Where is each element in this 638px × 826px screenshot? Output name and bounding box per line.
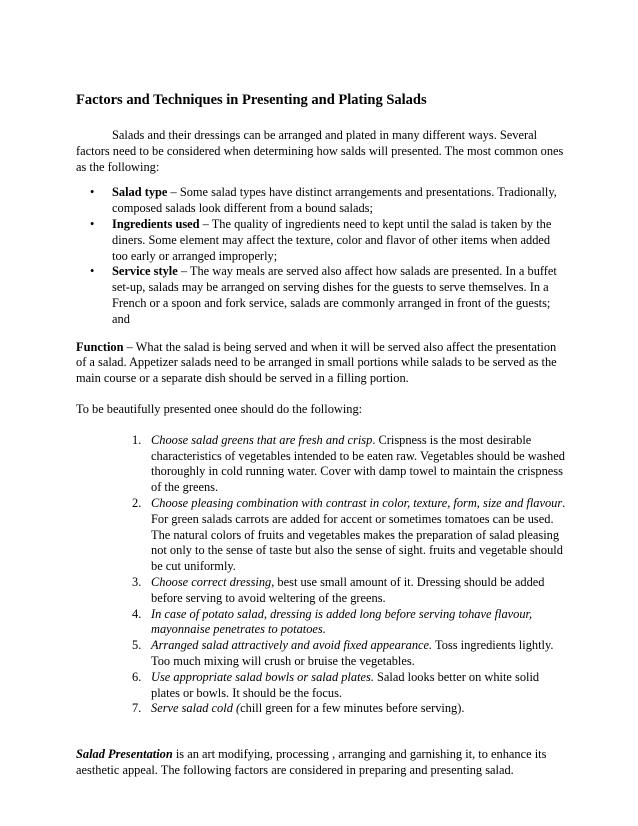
step-text: chill green for a few minutes before serving). xyxy=(240,701,465,716)
lead-paragraph: To be beautifully presented onee should do the following: xyxy=(76,401,363,416)
step-number: 5. xyxy=(132,638,142,653)
steps-list xyxy=(76,433,566,717)
step-emphasis: Serve salad cold ( xyxy=(151,701,241,716)
factors-list xyxy=(76,185,566,327)
step-text: . Crispness is the most desirable characteristics of vegetables intended to be eaten raw. Vegetables should be washed thoroughly in cold running water. Cover with damp towel to maintain the crispness of the greens. xyxy=(151,432,565,495)
list-item xyxy=(132,638,566,670)
list-item xyxy=(132,606,566,639)
function-paragraph xyxy=(76,340,566,387)
step-number: 2. xyxy=(132,495,142,510)
list-item xyxy=(112,264,566,327)
list-item xyxy=(132,669,566,702)
step-emphasis: Choose salad greens that are fresh and crisp xyxy=(151,432,373,447)
bullet-term: Ingredients used xyxy=(112,216,200,231)
step-text: Salad looks better on white solid plates or bowls. It should be the focus. xyxy=(151,669,540,700)
step-emphasis: Choose pleasing combination with contrast in color, texture, form, size and flavour xyxy=(151,495,563,510)
function-text: – What the salad is being served and when it will be served also affect the presentation of a salad. Appetizer salads need to be arranged in small portions while salads to be served as the main course or a separate dish should be served in a filling portion. xyxy=(76,339,557,386)
list-item xyxy=(112,185,566,217)
step-text: , best use small amount of it. Dressing should be added before serving to avoid weltering of the greens. xyxy=(151,574,545,605)
closing-term: Salad Presentation xyxy=(76,747,173,762)
step-text: Toss ingredients lightly. Too much mixing will crush or bruise the vegetables. xyxy=(151,638,554,668)
step-emphasis: Arranged salad attractively and avoid fixed appearance. xyxy=(151,638,433,653)
step-number: 7. xyxy=(132,701,142,716)
bullet-term: Salad type xyxy=(112,185,168,200)
intro-paragraph: Salads and their dressings can be arranged and plated in many different ways. Several factors need to be considered when determining how salds will presented. The most common ones as the following: xyxy=(76,128,564,174)
step-number: 6. xyxy=(132,669,142,684)
bullet-text: – The quality of ingredients need to kept until the salad is taken by the diners. Some element may affect the texture, color and flavor of other items when added too early or arranged improperly; xyxy=(112,216,552,263)
list-item xyxy=(132,495,566,575)
step-number: 4. xyxy=(132,606,142,621)
bullet-text: – The way meals are served also affect how salads are presented. In a buffet set-up, salads may be arranged on serving dishes for the guests to serve themselves. In a French or a spoon and fork service, salads are commonly arranged in front of the guests; and xyxy=(112,264,557,326)
bullet-term: Service style xyxy=(112,264,178,279)
step-emphasis: Use appropriate salad bowls or salad plates. xyxy=(151,669,374,684)
step-number: 1. xyxy=(132,432,142,447)
function-term: Function xyxy=(76,339,124,354)
step-number: 3. xyxy=(132,574,142,589)
step-emphasis: In case of potato salad, dressing is added long before serving tohave flavour, mayonnaise penetrates to potatoes. xyxy=(151,606,533,637)
step-text: . For green salads carrots are added for accent or sometimes tomatoes can be used. The natural colors of fruits and vegetables makes the preparation of salad pleasing not only to the sense of taste but also the sense of sight. fruits and vegetable should be cut uniformly. xyxy=(151,495,566,574)
closing-text: is an art modifying, processing , arranging and garnishing it, to enhance its aesthetic appeal. The following factors are considered in preparing and presenting salad. xyxy=(76,747,547,777)
list-item xyxy=(132,701,566,717)
document-title: Factors and Techniques in Presenting and Plating Salads xyxy=(76,92,427,108)
closing-paragraph xyxy=(76,747,566,779)
bullet-text: – Some salad types have distinct arrangements and presentations. Tradionally, composed salads look different from a bound salads; xyxy=(112,185,557,216)
step-emphasis: Choose correct dressing xyxy=(151,574,272,589)
list-item xyxy=(132,432,566,496)
list-item xyxy=(132,574,566,607)
list-item xyxy=(112,217,566,264)
